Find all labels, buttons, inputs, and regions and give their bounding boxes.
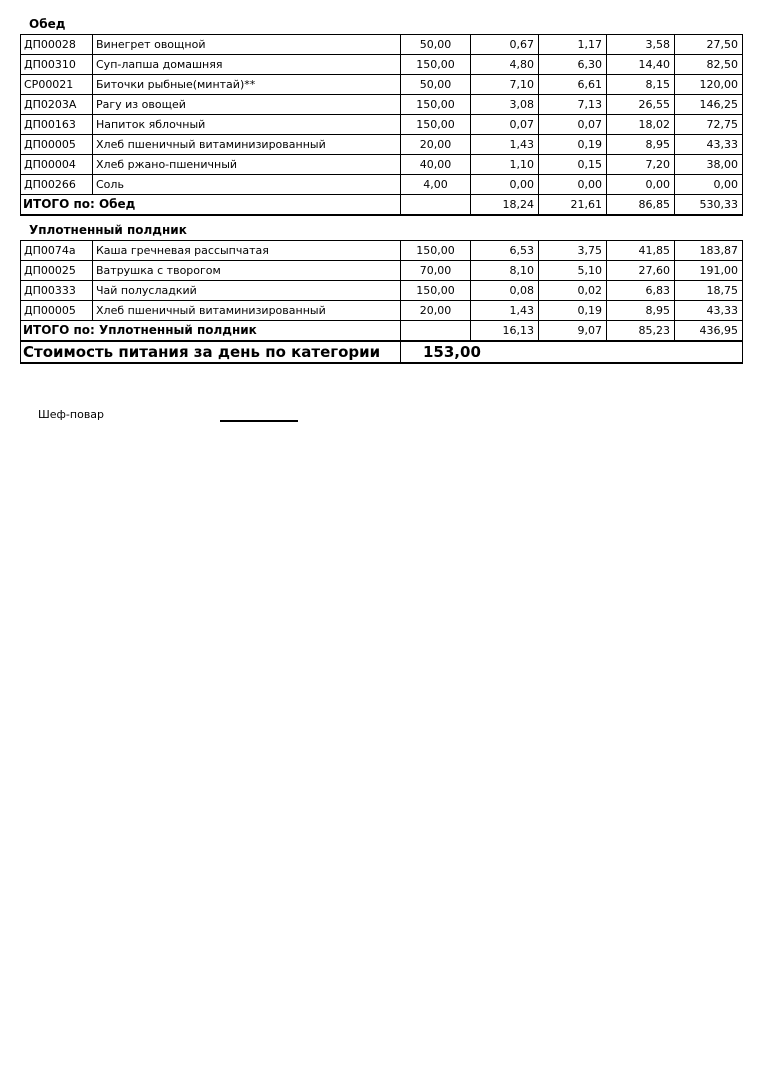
value-cell-1: 0,00: [471, 175, 539, 195]
qty-cell: 50,00: [401, 35, 471, 55]
value-cell-3: 8,95: [607, 301, 675, 321]
dish-code-cell: ДП0203А: [21, 95, 93, 115]
section-title: Уплотненный полдник: [29, 223, 187, 237]
value-cell-3: 18,02: [607, 115, 675, 135]
value-cell-4: 43,33: [675, 301, 743, 321]
value-cell-2: 6,61: [539, 75, 607, 95]
dish-code-cell: ДП00266: [21, 175, 93, 195]
value-cell-4: 183,87: [675, 241, 743, 261]
total-value-cell-2: 9,07: [539, 321, 607, 342]
value-cell-2: 3,75: [539, 241, 607, 261]
total-value-cell-4: 530,33: [675, 195, 743, 216]
value-cell-1: 0,07: [471, 115, 539, 135]
table-row: [21, 115, 743, 135]
value-cell-4: 43,33: [675, 135, 743, 155]
qty-cell: 150,00: [401, 55, 471, 75]
table-row: [21, 155, 743, 175]
qty-cell: 20,00: [401, 135, 471, 155]
value-cell-3: 27,60: [607, 261, 675, 281]
value-cell-4: 0,00: [675, 175, 743, 195]
section-total-row: [21, 321, 743, 342]
meal-section: [20, 17, 757, 216]
section-title: Обед: [29, 17, 66, 31]
chef-label: Шеф-повар: [38, 408, 105, 421]
dish-name-cell: Суп-лапша домашняя: [93, 55, 401, 75]
qty-cell: 150,00: [401, 241, 471, 261]
value-cell-1: 1,43: [471, 301, 539, 321]
total-value-cell-2: 21,61: [539, 195, 607, 216]
value-cell-2: 6,30: [539, 55, 607, 75]
qty-cell: 150,00: [401, 281, 471, 301]
total-qty-cell: [401, 321, 471, 342]
total-value-cell-3: 86,85: [607, 195, 675, 216]
qty-cell: 20,00: [401, 301, 471, 321]
value-cell-4: 72,75: [675, 115, 743, 135]
dish-name-cell: Винегрет овощной: [93, 35, 401, 55]
value-cell-1: 7,10: [471, 75, 539, 95]
dish-name-cell: Биточки рыбные(минтай)**: [93, 75, 401, 95]
qty-cell: 150,00: [401, 115, 471, 135]
value-cell-2: 0,02: [539, 281, 607, 301]
meal-section: [20, 223, 757, 364]
value-cell-4: 191,00: [675, 261, 743, 281]
value-cell-3: 41,85: [607, 241, 675, 261]
value-cell-3: 7,20: [607, 155, 675, 175]
value-cell-3: 14,40: [607, 55, 675, 75]
value-cell-4: 146,25: [675, 95, 743, 115]
table-row: [21, 301, 743, 321]
value-cell-1: 0,67: [471, 35, 539, 55]
value-cell-1: 1,43: [471, 135, 539, 155]
value-cell-3: 3,58: [607, 35, 675, 55]
daily-cost-row: [21, 341, 743, 363]
qty-cell: 70,00: [401, 261, 471, 281]
table-row: [21, 95, 743, 115]
total-label-cell: ИТОГО по: Обед: [21, 195, 401, 216]
dish-code-cell: ДП00004: [21, 155, 93, 175]
value-cell-4: 27,50: [675, 35, 743, 55]
value-cell-1: 6,53: [471, 241, 539, 261]
dish-name-cell: Соль: [93, 175, 401, 195]
dish-name-cell: Хлеб пшеничный витаминизированный: [93, 135, 401, 155]
dish-code-cell: ДП0074а: [21, 241, 93, 261]
dish-name-cell: Чай полусладкий: [93, 281, 401, 301]
qty-cell: 150,00: [401, 95, 471, 115]
daily-cost-value-cell: 153,00: [401, 341, 743, 363]
dish-code-cell: ДП00333: [21, 281, 93, 301]
total-value-cell-3: 85,23: [607, 321, 675, 342]
value-cell-3: 0,00: [607, 175, 675, 195]
dish-code-cell: ДП00310: [21, 55, 93, 75]
total-qty-cell: [401, 195, 471, 216]
section-total-row: [21, 195, 743, 216]
daily-cost-label-cell: Стоимость питания за день по категории: [21, 341, 401, 363]
total-value-cell-4: 436,95: [675, 321, 743, 342]
dish-name-cell: Ватрушка с творогом: [93, 261, 401, 281]
dish-name-cell: Хлеб пшеничный витаминизированный: [93, 301, 401, 321]
value-cell-2: 1,17: [539, 35, 607, 55]
report-sections: [20, 17, 757, 364]
value-cell-2: 0,15: [539, 155, 607, 175]
value-cell-2: 0,19: [539, 301, 607, 321]
value-cell-3: 8,95: [607, 135, 675, 155]
table-row: [21, 261, 743, 281]
value-cell-1: 1,10: [471, 155, 539, 175]
value-cell-4: 120,00: [675, 75, 743, 95]
signature-line: [220, 408, 298, 422]
value-cell-2: 5,10: [539, 261, 607, 281]
dish-code-cell: ДП00025: [21, 261, 93, 281]
value-cell-2: 0,19: [539, 135, 607, 155]
menu-table: [20, 240, 743, 364]
table-row: [21, 135, 743, 155]
table-row: [21, 175, 743, 195]
value-cell-2: 0,07: [539, 115, 607, 135]
value-cell-4: 82,50: [675, 55, 743, 75]
value-cell-1: 4,80: [471, 55, 539, 75]
dish-code-cell: ДП00028: [21, 35, 93, 55]
dish-code-cell: СР00021: [21, 75, 93, 95]
menu-table: [20, 34, 743, 216]
table-row: [21, 75, 743, 95]
signature-block: [38, 408, 757, 422]
value-cell-2: 0,00: [539, 175, 607, 195]
value-cell-1: 0,08: [471, 281, 539, 301]
table-row: [21, 241, 743, 261]
dish-name-cell: Каша гречневая рассыпчатая: [93, 241, 401, 261]
total-value-cell-1: 16,13: [471, 321, 539, 342]
value-cell-3: 8,15: [607, 75, 675, 95]
value-cell-1: 3,08: [471, 95, 539, 115]
value-cell-3: 6,83: [607, 281, 675, 301]
dish-code-cell: ДП00163: [21, 115, 93, 135]
total-label-cell: ИТОГО по: Уплотненный полдник: [21, 321, 401, 342]
table-row: [21, 35, 743, 55]
qty-cell: 50,00: [401, 75, 471, 95]
table-row: [21, 281, 743, 301]
value-cell-2: 7,13: [539, 95, 607, 115]
value-cell-4: 18,75: [675, 281, 743, 301]
qty-cell: 4,00: [401, 175, 471, 195]
table-row: [21, 55, 743, 75]
dish-name-cell: Хлеб ржано-пшеничный: [93, 155, 401, 175]
dish-name-cell: Напиток яблочный: [93, 115, 401, 135]
dish-code-cell: ДП00005: [21, 135, 93, 155]
dish-code-cell: ДП00005: [21, 301, 93, 321]
qty-cell: 40,00: [401, 155, 471, 175]
value-cell-4: 38,00: [675, 155, 743, 175]
value-cell-3: 26,55: [607, 95, 675, 115]
dish-name-cell: Рагу из овощей: [93, 95, 401, 115]
total-value-cell-1: 18,24: [471, 195, 539, 216]
value-cell-1: 8,10: [471, 261, 539, 281]
